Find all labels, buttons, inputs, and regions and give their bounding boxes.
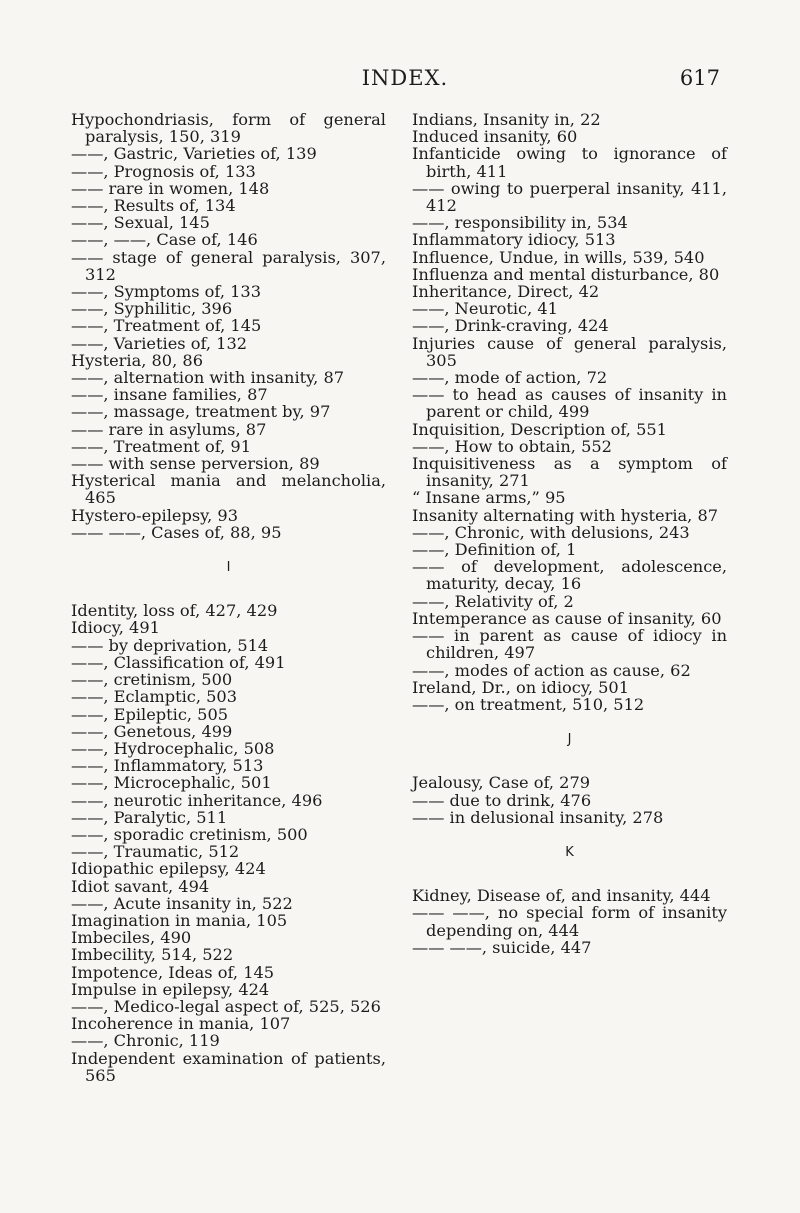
index-subentry <box>71 757 386 774</box>
page-header <box>90 66 720 96</box>
index-entry <box>71 472 386 506</box>
entry-text: ——, Relativity of, 2 <box>412 591 574 611</box>
section-letter: K <box>565 844 574 860</box>
entry-text: Impotence, Ideas of, 145 <box>71 962 275 982</box>
index-subentry <box>412 180 727 214</box>
entry-text: —— with sense perversion, 89 <box>71 454 320 474</box>
entry-text: ——, Acute insanity in, 522 <box>71 893 293 913</box>
entry-text: Indians, Insanity in, 22 <box>412 110 601 129</box>
entry-text: ——, Definition of, 1 <box>412 540 577 560</box>
index-subentry <box>412 904 727 938</box>
index-entry <box>412 249 727 266</box>
index-subentry <box>412 541 727 558</box>
index-entry <box>71 929 386 946</box>
index-entry <box>71 860 386 877</box>
entry-text: Intemperance as cause of insanity, 60 <box>412 608 722 628</box>
index-entry <box>71 111 386 145</box>
index-subentry <box>71 895 386 912</box>
index-subentry <box>71 688 386 705</box>
index-entry <box>412 455 727 489</box>
entry-text: ——, Prognosis of, 133 <box>71 161 256 181</box>
entry-text: —— in delusional insanity, 278 <box>412 807 664 827</box>
entry-text: ——, Medico-legal aspect of, 525, 526 <box>71 996 381 1016</box>
entry-text: ——, Eclamptic, 503 <box>71 687 238 707</box>
index-entry <box>412 507 727 524</box>
index-entry <box>412 231 727 248</box>
index-entry <box>412 111 727 128</box>
entry-text: Influence, Undue, in wills, 539, 540 <box>412 247 705 267</box>
index-subentry <box>412 792 727 809</box>
entry-text: ——, Varieties of, 132 <box>71 333 248 353</box>
entry-text: ——, Symptoms of, 133 <box>71 282 262 302</box>
index-subentry <box>71 231 386 248</box>
entry-text: Independent examination of patients, 565 <box>71 1048 386 1085</box>
index-subentry <box>71 283 386 300</box>
index-subentry <box>71 809 386 826</box>
index-subentry <box>71 774 386 791</box>
entry-text: Idiot savant, 494 <box>71 876 210 896</box>
entry-text: Infanticide owing to ignorance of birth, 411 <box>412 144 727 181</box>
index-entry <box>71 981 386 998</box>
index-subentry <box>412 809 727 826</box>
page-number: 617 <box>679 66 720 90</box>
entry-text: Inflammatory idiocy, 513 <box>412 230 616 250</box>
entry-text: Ireland, Dr., on idiocy, 501 <box>412 677 630 697</box>
index-subentry <box>71 386 386 403</box>
entry-text: ——, Sexual, 145 <box>71 213 210 233</box>
entry-text: Imbeciles, 490 <box>71 928 192 948</box>
index-subentry <box>412 214 727 231</box>
index-subentry <box>71 300 386 317</box>
entry-text: ——, Microcephalic, 501 <box>71 773 272 793</box>
index-entry <box>412 145 727 179</box>
index-subentry <box>71 421 386 438</box>
index-subentry <box>71 740 386 757</box>
entry-text: ——, Neurotic, 41 <box>412 299 558 319</box>
entry-text: “ Insane arms,” 95 <box>412 488 566 508</box>
entry-text: —— to head as causes of insanity in parent or child, 499 <box>412 385 727 422</box>
index-subentry <box>71 197 386 214</box>
index-subentry <box>71 335 386 352</box>
index-subentry <box>412 939 727 956</box>
entry-text: Incoherence in mania, 107 <box>71 1014 291 1034</box>
entry-text: ——, Classification of, 491 <box>71 652 286 672</box>
entry-text: Influenza and mental disturbance, 80 <box>412 264 720 284</box>
entry-text: ——, ——, Case of, 146 <box>71 230 258 250</box>
entry-text: ——, Syphilitic, 396 <box>71 299 233 319</box>
index-subentry <box>71 792 386 809</box>
index-subentry <box>71 438 386 455</box>
index-column-left <box>71 111 386 1084</box>
entry-text: Hystero-epilepsy, 93 <box>71 505 239 525</box>
entry-text: —— rare in women, 148 <box>71 178 270 198</box>
entry-text: —— rare in asylums, 87 <box>71 419 267 439</box>
entry-text: Hypochondriasis, form of general paralysis, 150, 319 <box>71 110 386 147</box>
entry-text: Imagination in mania, 105 <box>71 910 288 930</box>
entry-text: Hysteria, 80, 86 <box>71 350 203 370</box>
index-entry <box>412 610 727 627</box>
index-entry <box>412 887 727 904</box>
running-title: INDEX. <box>361 66 449 90</box>
index-subentry <box>71 455 386 472</box>
index-entry <box>71 352 386 369</box>
index-subentry <box>412 317 727 334</box>
entry-text: ——, Traumatic, 512 <box>71 842 240 862</box>
entry-text: ——, Hydrocephalic, 508 <box>71 738 275 758</box>
entry-text: Imbecility, 514, 522 <box>71 945 234 965</box>
entry-text: —— stage of general paralysis, 307, 312 <box>71 247 386 284</box>
entry-text: ——, How to obtain, 552 <box>412 436 612 456</box>
entry-text: —— owing to puerperal insanity, 411, 412 <box>412 178 727 216</box>
index-subentry <box>71 369 386 386</box>
index-subentry <box>71 843 386 860</box>
index-entry <box>71 964 386 981</box>
index-subentry <box>71 998 386 1015</box>
index-entry <box>71 1015 386 1032</box>
index-entry <box>412 421 727 438</box>
entry-text: —— in parent as cause of idiocy in children, 497 <box>412 626 727 663</box>
index-subentry <box>412 696 727 713</box>
index-subentry <box>71 654 386 671</box>
entry-text: ——, Treatment of, 91 <box>71 436 251 456</box>
index-subentry <box>71 524 386 541</box>
section-letter: I <box>226 560 231 576</box>
index-entry <box>412 679 727 696</box>
entry-text: ——, neurotic inheritance, 496 <box>71 790 323 810</box>
entry-text: ——, Treatment of, 145 <box>71 316 262 336</box>
index-subentry <box>71 214 386 231</box>
index-subentry <box>412 386 727 420</box>
entry-text: ——, Genetous, 499 <box>71 721 233 741</box>
entry-text: Inquisitiveness as a symptom of insanity, 271 <box>412 454 727 491</box>
entry-text: —— ——, no special form of insanity depending on, 444 <box>412 903 727 940</box>
index-entry <box>71 878 386 895</box>
entry-text: ——, Chronic, 119 <box>71 1031 220 1051</box>
section-letter: J <box>567 732 572 748</box>
index-entry <box>71 1050 386 1084</box>
entry-text: ——, on treatment, 510, 512 <box>412 694 645 714</box>
entry-text: Idiocy, 491 <box>71 618 160 638</box>
entry-text: ——, Epileptic, 505 <box>71 704 229 724</box>
entry-text: ——, Chronic, with delusions, 243 <box>412 522 690 542</box>
index-subentry <box>71 145 386 162</box>
index-subentry <box>412 438 727 455</box>
entry-text: Jealousy, Case of, 279 <box>412 773 591 793</box>
index-subentry <box>71 317 386 334</box>
index-subentry <box>412 627 727 661</box>
index-subentry <box>412 300 727 317</box>
entry-text: ——, Paralytic, 511 <box>71 807 228 827</box>
index-subentry <box>412 593 727 610</box>
index-subentry <box>412 558 727 592</box>
entry-text: Inheritance, Direct, 42 <box>412 282 600 302</box>
index-subentry <box>71 671 386 688</box>
index-subentry <box>71 826 386 843</box>
entry-text: ——, massage, treatment by, 97 <box>71 402 331 422</box>
index-subentry <box>71 1032 386 1049</box>
entry-text: ——, cretinism, 500 <box>71 670 233 690</box>
index-entry <box>412 283 727 300</box>
index-entry <box>412 774 727 791</box>
entry-text: ——, Results of, 134 <box>71 196 236 216</box>
entry-text: Injuries cause of general paralysis, 305 <box>412 333 727 370</box>
index-subentry <box>71 637 386 654</box>
entry-text: Inquisition, Description of, 551 <box>412 419 667 439</box>
index-entry <box>412 489 727 506</box>
entry-text: Hysterical mania and melancholia, 465 <box>71 471 386 508</box>
entry-text: —— by deprivation, 514 <box>71 635 269 655</box>
entry-text: ——, modes of action as cause, 62 <box>412 660 691 680</box>
entry-text: Induced insanity, 60 <box>412 127 578 147</box>
entry-text: —— ——, suicide, 447 <box>412 937 592 957</box>
entry-text: ——, Inflammatory, 513 <box>71 756 264 776</box>
index-subentry <box>71 249 386 283</box>
entry-text: ——, sporadic cretinism, 500 <box>71 824 308 844</box>
entry-text: —— due to drink, 476 <box>412 790 592 810</box>
index-subentry <box>412 524 727 541</box>
index-entry <box>412 335 727 369</box>
entry-text: —— ——, Cases of, 88, 95 <box>71 522 282 542</box>
index-entry <box>71 619 386 636</box>
index-subentry <box>71 706 386 723</box>
entry-text: ——, Drink-craving, 424 <box>412 316 609 336</box>
index-entry <box>412 266 727 283</box>
index-subentry <box>71 403 386 420</box>
entry-text: ——, insane families, 87 <box>71 385 268 405</box>
index-subentry <box>71 163 386 180</box>
entry-text: ——, responsibility in, 534 <box>412 213 628 233</box>
index-subentry <box>71 180 386 197</box>
entry-text: Impulse in epilepsy, 424 <box>71 979 270 999</box>
index-subentry <box>71 723 386 740</box>
index-subentry <box>412 662 727 679</box>
entry-text: Insanity alternating with hysteria, 87 <box>412 505 719 525</box>
entry-text: Identity, loss of, 427, 429 <box>71 601 278 621</box>
entry-text: ——, mode of action, 72 <box>412 368 608 388</box>
entry-text: ——, Gastric, Varieties of, 139 <box>71 144 317 164</box>
index-entry <box>71 912 386 929</box>
index-subentry <box>412 369 727 386</box>
index-entry <box>71 507 386 524</box>
index-entry <box>412 128 727 145</box>
entry-text: ——, alternation with insanity, 87 <box>71 368 345 388</box>
index-column-right <box>412 111 727 956</box>
index-entry <box>71 602 386 619</box>
entry-text: —— of development, adolescence, maturity, decay, 16 <box>412 557 727 594</box>
index-entry <box>71 946 386 963</box>
entry-text: Kidney, Disease of, and insanity, 444 <box>412 886 711 906</box>
entry-text: Idiopathic epilepsy, 424 <box>71 859 266 879</box>
